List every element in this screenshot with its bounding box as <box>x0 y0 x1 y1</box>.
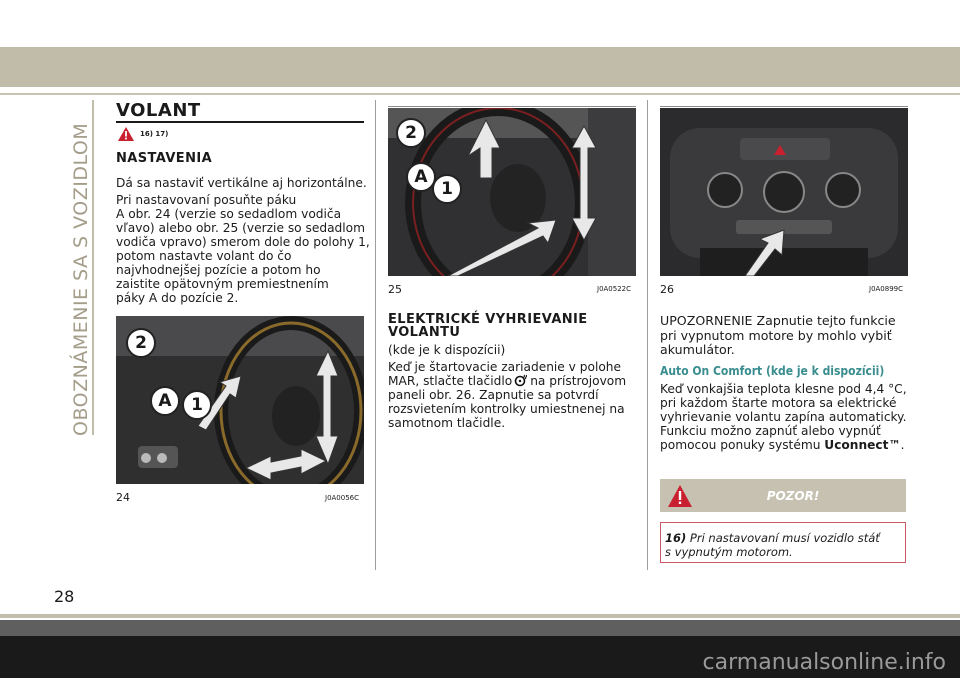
figure-label: A <box>406 162 436 192</box>
page-number: 28 <box>54 587 75 606</box>
figure-label: 1 <box>182 390 212 420</box>
auto-on-comfort-body <box>660 382 907 452</box>
text-line: Pri nastavovaní posuňte páku <box>116 193 297 207</box>
availability-note: (kde je k dispozícii) <box>388 343 506 357</box>
text-line: rozsvietením kontrolky umiestnenej na <box>388 402 625 416</box>
figure-26-console-photo <box>660 108 908 276</box>
text-line: najvhodnejšej pozície a potom ho <box>116 263 321 277</box>
caution-label: POZOR! <box>766 489 820 503</box>
caution-note-text <box>665 531 880 559</box>
warning-triangle-icon <box>118 127 134 141</box>
figure-number: 25 <box>388 283 402 296</box>
figure-number: 26 <box>660 283 674 296</box>
title-line: ELEKTRICKÉ VYHRIEVANIE <box>388 312 588 327</box>
text-fragment: Pri nastavovaní musí vozidlo stáť <box>686 531 880 545</box>
title-line: VOLANTU <box>388 325 461 340</box>
text-fragment: pomocou ponuky systému <box>660 438 825 452</box>
heated-steering-wheel-icon <box>514 374 528 387</box>
text-line: zaistite opätovným premiestnením <box>116 277 329 291</box>
text-line <box>660 438 907 452</box>
text-fragment: na prístrojovom <box>530 374 627 388</box>
column-divider-1 <box>375 100 376 570</box>
text-line: UPOZORNENIE Zapnutie tejto funkcie <box>660 313 896 328</box>
figure-label: 2 <box>396 118 426 148</box>
top-rule <box>0 93 960 95</box>
text-line: vodiča vpravo) smerom dole do polohy 1, <box>116 235 370 249</box>
figure-25-steering-photo <box>388 108 636 276</box>
section-title-underline <box>116 121 364 123</box>
figure-top-rule <box>660 106 908 107</box>
text-fragment: MAR, stlačte tlačidlo <box>388 374 513 388</box>
caution-note-box <box>660 522 906 563</box>
column-divider-2 <box>647 100 648 570</box>
watermark: carmanualsonline.info <box>702 650 946 675</box>
figure-number: 24 <box>116 491 130 504</box>
text-line <box>388 374 626 388</box>
side-title <box>64 98 104 438</box>
text-line: s vypnutým motorom. <box>665 545 793 559</box>
figure-code: J0A0056C <box>325 494 360 502</box>
text-line: potom nastavte volant do čo <box>116 249 292 263</box>
uconnect-label: Uconnect™ <box>824 438 901 452</box>
text-line: akumulátor. <box>660 342 735 357</box>
text-line: páky A do pozície 2. <box>116 291 239 305</box>
note-ref: 16) <box>665 531 687 545</box>
figure-label: A <box>150 386 180 416</box>
heated-wheel-body <box>388 360 626 430</box>
section-title: VOLANT <box>116 100 201 121</box>
engine-off-warning <box>660 314 896 358</box>
text-fragment: . <box>900 438 905 452</box>
figure-code: J0A0522C <box>597 285 632 293</box>
text-line: samotnom tlačidle. <box>388 416 506 430</box>
text-line: Keď je štartovacie zariadenie v polohe <box>388 360 622 374</box>
bottom-band <box>0 614 960 618</box>
paragraph-2 <box>116 193 370 305</box>
text-line <box>665 531 880 545</box>
auto-on-comfort-title: Auto On Comfort (kde je k dispozícii) <box>660 364 885 378</box>
warning-refs: 16) 17) <box>140 130 169 138</box>
text-line: A obr. 24 (verzie so sedadlom vodiča <box>116 207 342 221</box>
bottom-band-dark <box>0 620 960 636</box>
text-line: paneli obr. 26. Zapnutie sa potvrdí <box>388 388 599 402</box>
text-line: Keď vonkajšia teplota klesne pod 4,4 °C, <box>660 382 907 396</box>
text-line: vľavo) alebo obr. 25 (verzie so sedadlom <box>116 221 365 235</box>
text-line: vyhrievanie volantu zapína automaticky. <box>660 410 907 424</box>
text-line: Funkciu možno zapnúť alebo vypnúť <box>660 424 881 438</box>
heated-wheel-title <box>388 313 588 339</box>
text-line: pri vypnutom motore by mohlo vybiť <box>660 327 892 343</box>
side-rule <box>92 100 94 435</box>
text-line: pri každom štarte motora sa elektrické <box>660 396 897 410</box>
caution-box <box>660 479 906 512</box>
figure-label: 1 <box>432 174 462 204</box>
subsection-title: NASTAVENIA <box>116 151 213 166</box>
side-title-text: OBOZNÁMENIE SA S VOZIDLOM <box>70 122 92 436</box>
paragraph-1: Dá sa nastaviť vertikálne aj horizontálne. <box>116 176 367 190</box>
figure-label: 2 <box>126 328 156 358</box>
figure-code: J0A0899C <box>869 285 904 293</box>
top-band <box>0 47 960 87</box>
figure-24-steering-photo <box>116 316 364 484</box>
figure-top-rule <box>388 106 636 107</box>
